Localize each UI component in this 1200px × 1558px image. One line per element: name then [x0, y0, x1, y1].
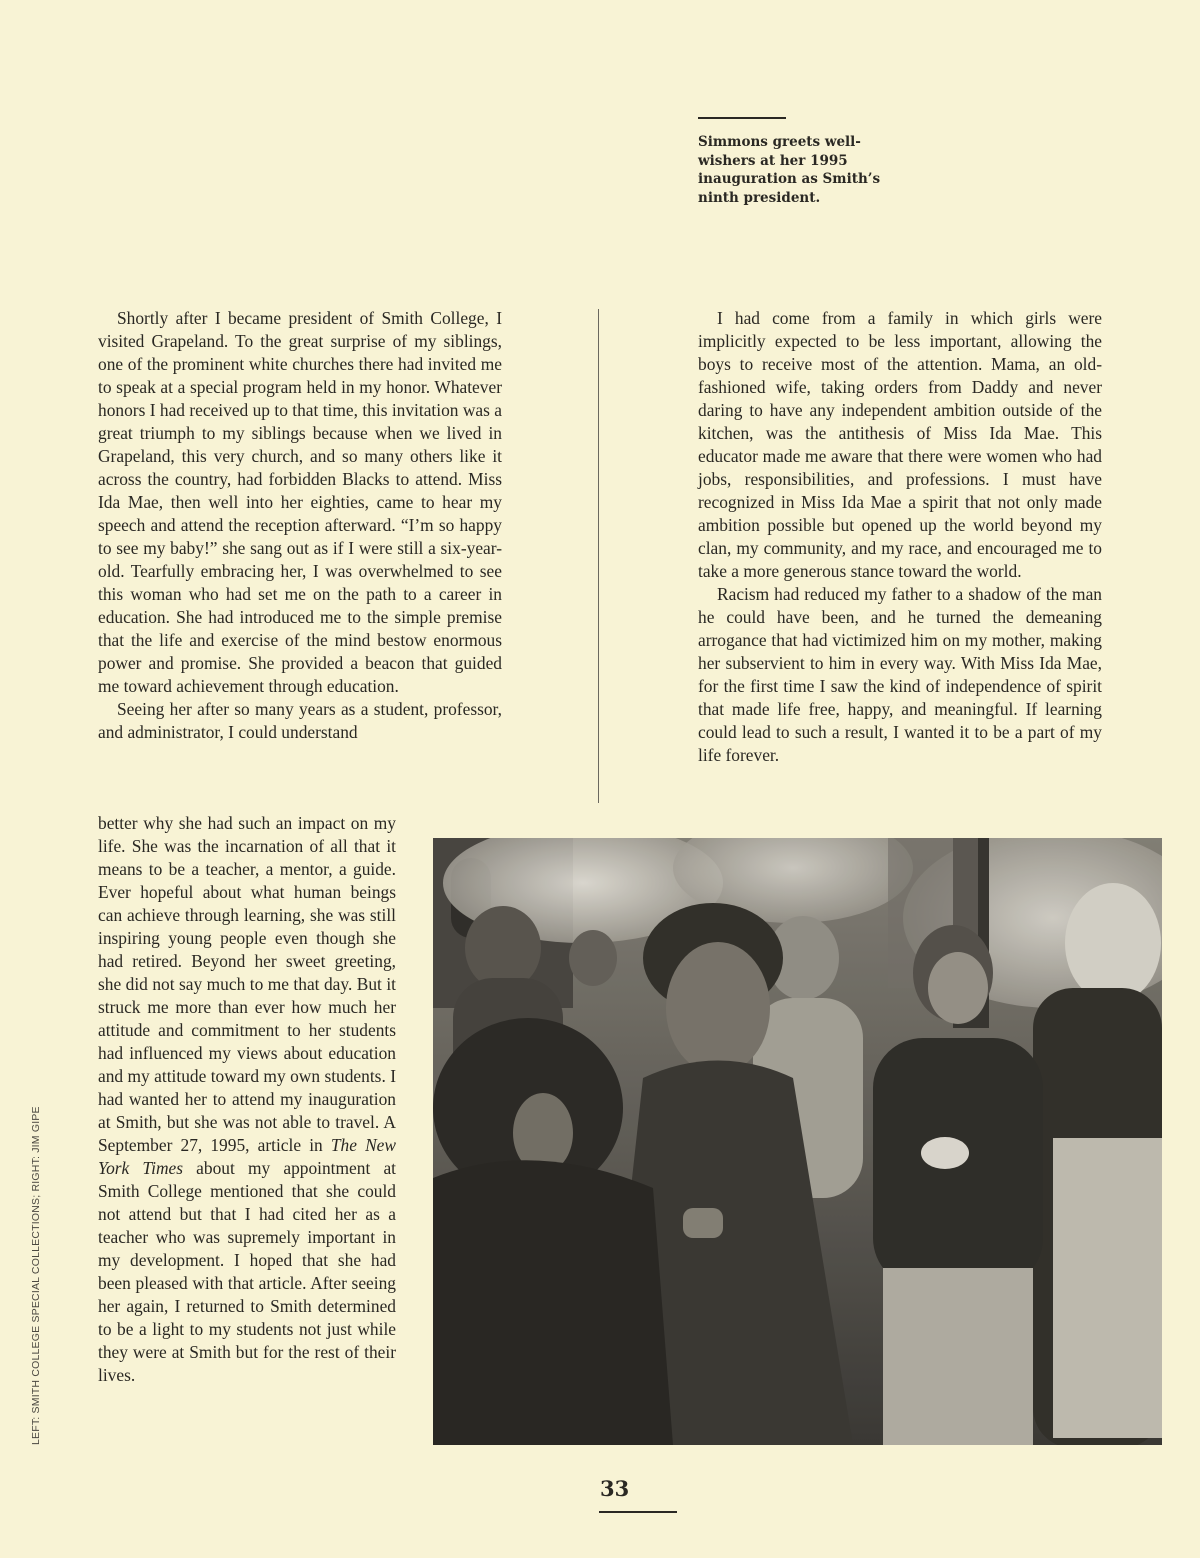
- photo-caption: Simmons greets well- wishers at her 1995 inauguration as Smith’s ninth president.: [698, 134, 881, 206]
- caption-rule: [698, 117, 786, 119]
- text-before-title: better why she had such an impact on my life. She was the incarnation of all that it means to be a teacher, a mentor, a guide. Ever hopeful about what human beings can achieve through learning, she was still inspiring young people even though she had retired. Beyond her sweet greeting, she did not say much to me that day. But it struck me more than ever how much her attitude and commitment to her students had influenced my views about education and my attitude toward my own students. I had wanted her to attend my inauguration at Smith, but she was not able to travel. A September 27, 1995, article in: [98, 813, 396, 1155]
- text-after-title: about my appointment at Smith College mentioned that she could not attend but that I had cited her as a teacher who was supremely important in my development. I hoped that she had been pleased with that article. After seeing her again, I returned to Smith determined to be a light to my students not just while they were at Smith but for the rest of their lives.: [98, 1158, 396, 1385]
- right-paragraph-1: I had come from a family in which girls were implicitly expected to be less important, allowing the boys to receive most of the attention. Mama, an old-fashioned wife, taking orders from Daddy and never daring to have any independent ambition outside of the kitchen, was the antithesis of Miss Ida Mae. This educator made me aware that there were women who had jobs, responsibilities, and professions. I must have recognized in Miss Ida Mae a spirit that not only made ambition possible but opened up the world beyond my clan, my community, and my race, and encouraged me to take a more generous stance toward the world.: [698, 308, 1102, 581]
- page-number-rule: [599, 1511, 677, 1513]
- column-divider: [598, 309, 599, 803]
- left-paragraph-1: Shortly after I became president of Smith College, I visited Grapeland. To the great surprise of my siblings, one of the prominent white churches there had invited me to speak at a special program held in my honor. Whatever honors I had received up to that time, this invitation was a great triumph to my siblings because when we lived in Grapeland, this very church, and so many others like it across the country, had forbidden Blacks to attend. Miss Ida Mae, then well into her eighties, came to hear my speech and attend the reception afterward. “I’m so happy to see my baby!” she sang out as if I were still a six-year-old. Tearfully embracing her, I was overwhelmed to see this woman who had set me on the path to a career in education. She had introduced me to the simple premise that the life and exercise of the mind bestow enormous power and promise. She provided a beacon that guided me toward achievement through education.: [98, 308, 502, 696]
- photo-illustration: [433, 838, 1162, 1445]
- left-paragraph-2-continued: [98, 812, 396, 1387]
- right-paragraph-2: Racism had reduced my father to a shadow of the man he could have been, and he turned the demeaning arrogance that had victimized him on my mother, making her subservient to him in every way. With Miss Ida Mae, for the first time I saw the kind of independence of spirit that made life free, happy, and meaningful. If learning could lead to such a result, I wanted it to be a part of my life forever.: [698, 584, 1102, 765]
- inauguration-photo: [433, 838, 1162, 1445]
- newspaper-title: The New York Times: [98, 1135, 396, 1178]
- left-column: [98, 307, 502, 744]
- left-paragraph-2-start: Seeing her after so many years as a student, professor, and administrator, I could understand: [98, 699, 502, 742]
- page-number: 33: [600, 1476, 630, 1501]
- photo-credit: LEFT: SMITH COLLEGE SPECIAL COLLECTIONS; RIGHT: JIM GIPE: [30, 1106, 42, 1445]
- right-column: [698, 307, 1102, 767]
- left-column-continued: [98, 812, 396, 1387]
